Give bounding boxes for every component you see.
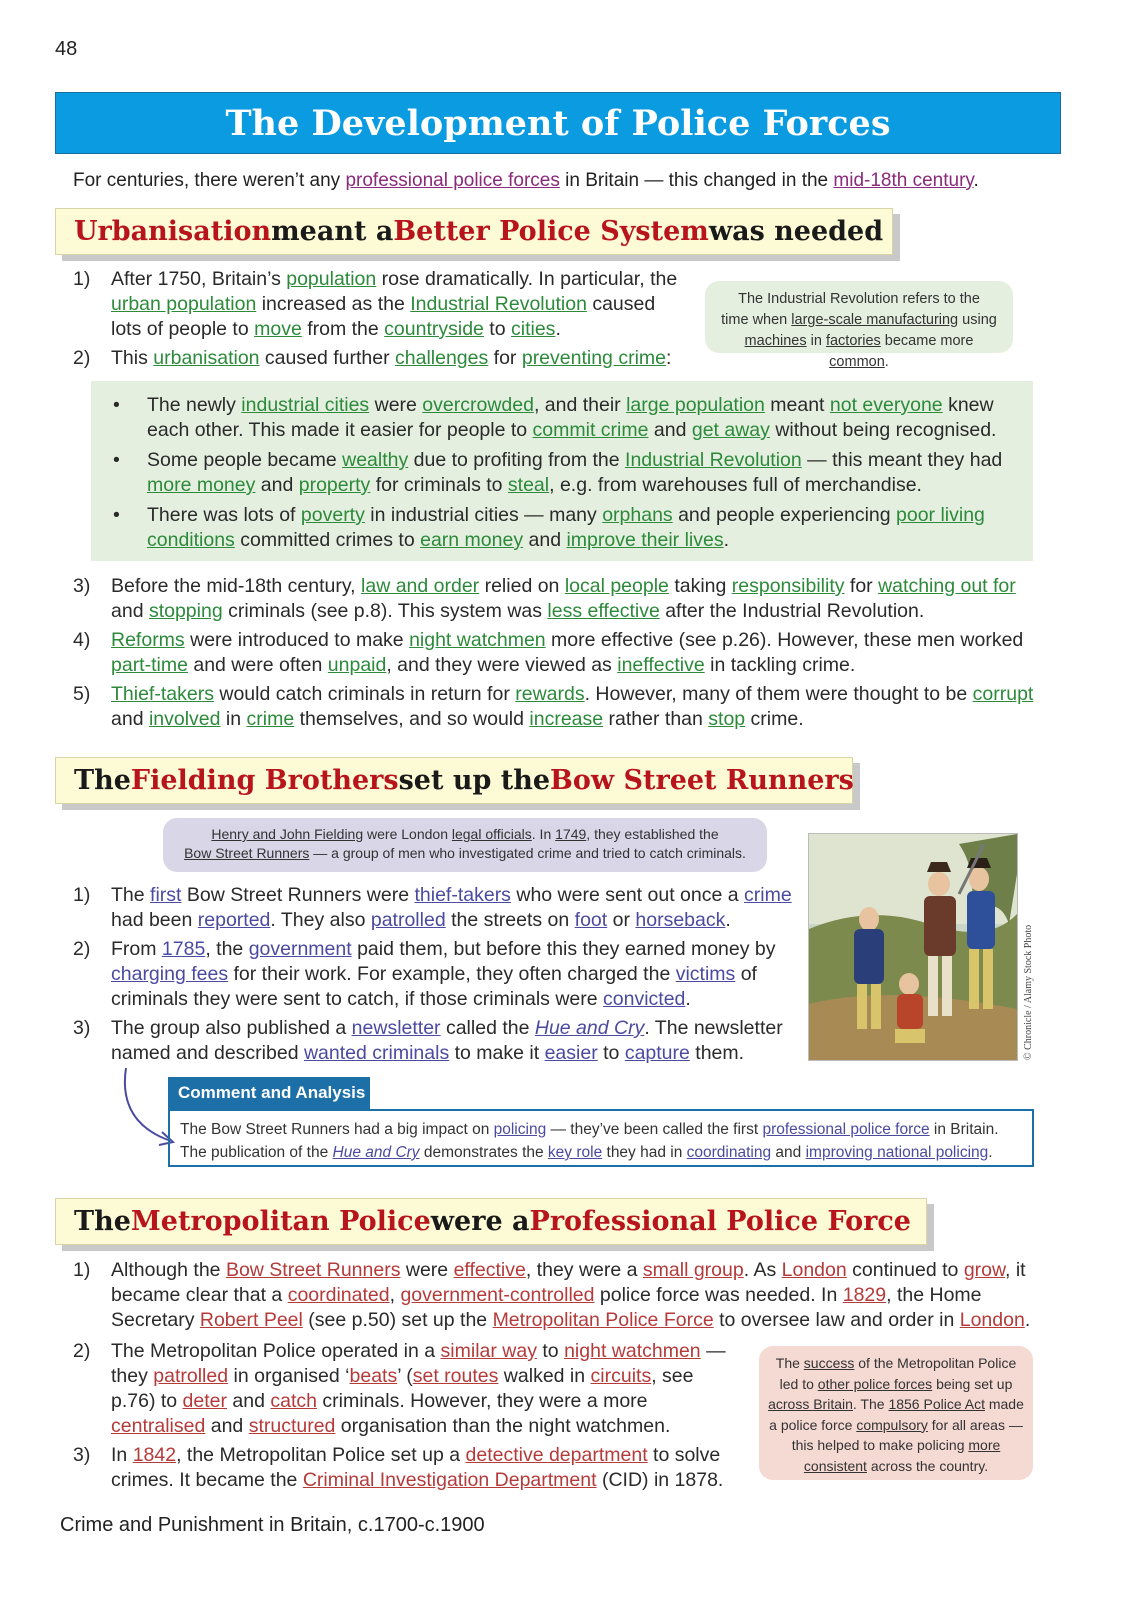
footer: Crime and Punishment in Britain, c.1700-c.1900	[60, 1514, 485, 1536]
list-item: 1) After 1750, Britain’s population rose dramatically. In particular, the urban population increased as the Industrial Revolution caused lots of people to move from the countryside to cities.	[73, 268, 678, 340]
metropolitan-callout: The success of the Metropolitan Police led to other police forces being set up across Britain. The 1856 Police Act made a police force compulsory for all areas — this helped to make policing more consistent across the country.	[759, 1346, 1033, 1480]
urbanisation-points-3-5	[73, 574, 1035, 732]
industrial-revolution-callout: The Industrial Revolution refers to the time when large-scale manufacturing using machines in factories became more common.	[705, 281, 1013, 353]
list-item: 3) The group also published a newsletter called the Hue and Cry. The newsletter named and described wanted criminals to make it easier to capture them.	[73, 1017, 783, 1064]
section-heading-metropolitan: The Metropolitan Police were a Professional Police Force	[55, 1198, 927, 1245]
urbanisation-points-1-2	[73, 267, 683, 371]
comment-analysis-tab: Comment and Analysis	[168, 1077, 370, 1109]
list-item: 2) From 1785, the government paid them, but before this they earned money by charging fees for their work. For example, they often charged the victims of criminals they were sent to catch, if those criminals were convicted.	[73, 938, 776, 1010]
fielding-callout: Henry and John Fielding were London legal officials. In 1749, they established the Bow Street Runners — a group of men who investigated crime and tried to catch criminals.	[163, 818, 767, 872]
list-item: 3) Before the mid-18th century, law and order relied on local people taking responsibility for watching out for and stopping criminals (see p.8). This system was less effective after the Industrial Revolution.	[73, 575, 1016, 622]
bow-street-points	[73, 883, 798, 1066]
bullet-item: • Some people became wealthy due to profiting from the Industrial Revolution — this meant they had more money and property for criminals to steal, e.g. from warehouses full of merchandise.	[101, 448, 1023, 498]
section-heading-urbanisation: Urbanisation meant a Better Police System was needed	[55, 208, 893, 255]
list-item: 3) In 1842, the Metropolitan Police set up a detective department to solve crimes. It became the Criminal Investigation Department (CID) in 1878.	[73, 1444, 724, 1491]
bow-street-runners-illustration	[808, 833, 1018, 1061]
list-item: 1) The first Bow Street Runners were thief-takers who were sent out once a crime had been reported. They also patrolled the streets on foot or horseback.	[73, 884, 792, 931]
page-title: The Development of Police Forces	[55, 92, 1061, 154]
page-number: 48	[55, 38, 78, 60]
crime-challenges-box	[91, 381, 1033, 561]
photo-credit: © Chronicle / Alamy Stock Photo	[1023, 924, 1034, 1060]
list-item: 2) The Metropolitan Police operated in a similar way to night watchmen — they patrolled in organised ‘beats’ (set routes walked in circuits, see p.76) to deter and catch criminals. However, they were a more centralised and structured organisation than the night watchmen.	[73, 1340, 726, 1437]
comment-analysis-box: The Bow Street Runners had a big impact on policing — they’ve been called the first professional police force in Britain. The publication of the Hue and Cry demonstrates the key role they had in coordinating and improving national policing.	[168, 1109, 1034, 1167]
bullet-item: • The newly industrial cities were overcrowded, and their large population meant not everyone knew each other. This made it easier for people to commit crime and get away without being recognised.	[101, 393, 1023, 443]
list-item: 4) Reforms were introduced to make night watchmen more effective (see p.26). However, these men worked part-time and were often unpaid, and they were viewed as ineffective in tackling crime.	[73, 629, 1024, 676]
bullet-item: • There was lots of poverty in industrial cities — many orphans and people experiencing poor living conditions committed crimes to earn money and improve their lives.	[101, 503, 1023, 553]
section-heading-fielding: The Fielding Brothers set up the Bow Street Runners	[55, 757, 853, 804]
intro-text: For centuries, there weren’t any professional police forces in Britain — this changed in the mid-18th century.	[73, 170, 979, 191]
list-item: 2) This urbanisation caused further challenges for preventing crime:	[73, 347, 672, 369]
list-item: 1) Although the Bow Street Runners were effective, they were a small group. As London continued to grow, it became clear that a coordinated, government-controlled police force was needed. In 1829, the Home Secretary Robert Peel (see p.50) set up the Metropolitan Police Force to oversee law and order in London.	[73, 1259, 1031, 1331]
metropolitan-points-2-3	[73, 1339, 741, 1493]
list-item: 5) Thief-takers would catch criminals in return for rewards. However, many of them were thought to be corrupt and involved in crime themselves, and so would increase rather than stop crime.	[73, 683, 1034, 730]
metropolitan-point-1	[73, 1258, 1035, 1333]
